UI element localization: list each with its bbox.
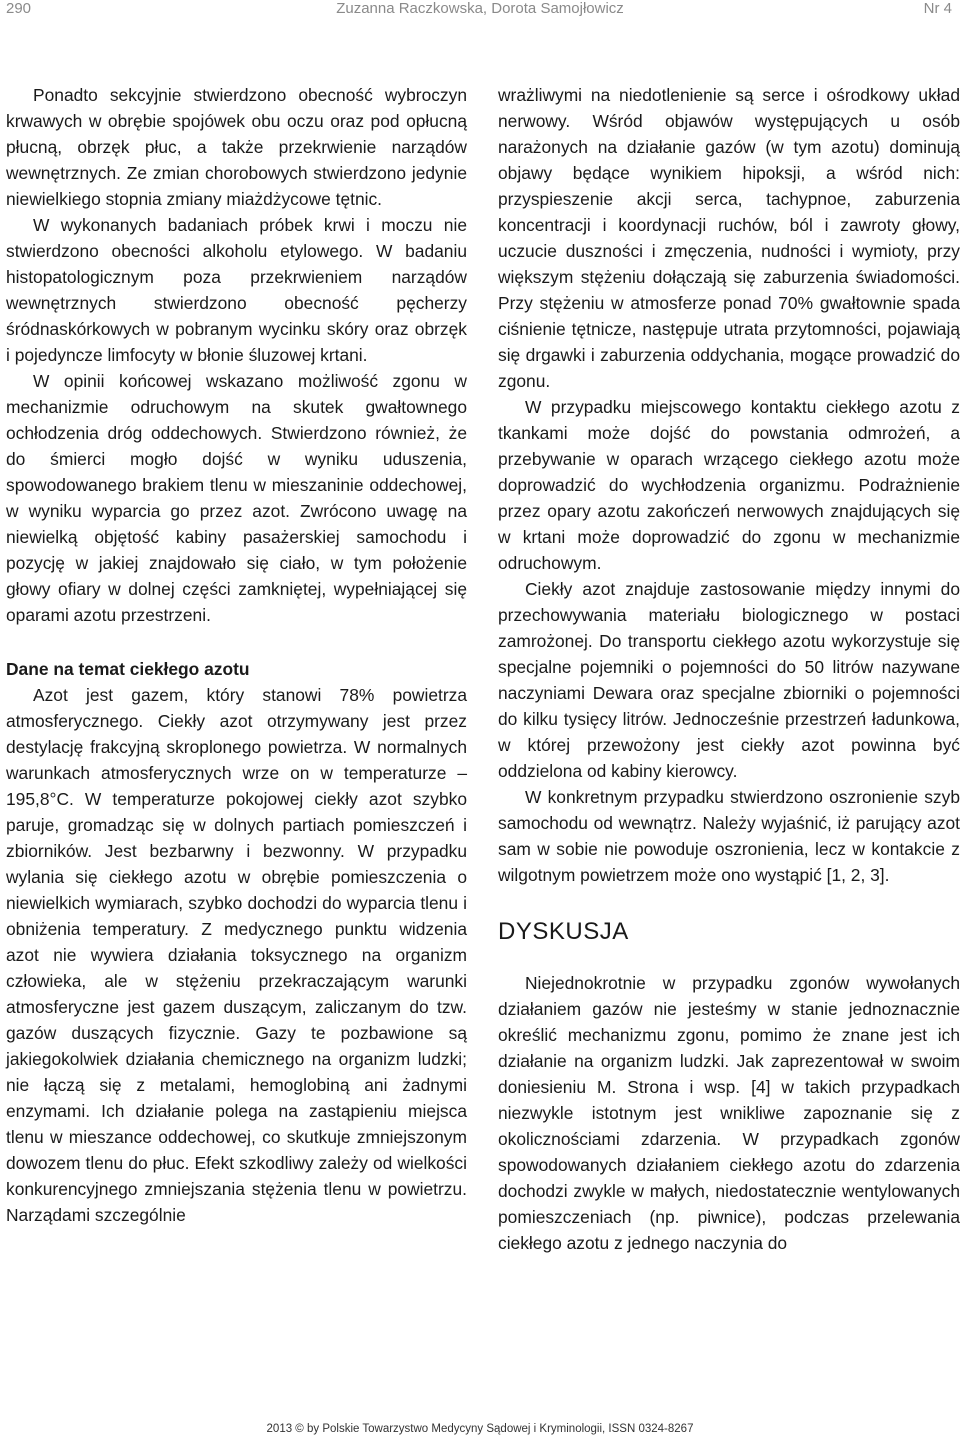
paragraph-local-contact: W przypadku miejscowego kontaktu ciekłego azotu z tkankami może dojść do powstania odmrożeń, a przebywanie w oparach wrzącego ciekłego azotu może doprowadzić do wychłodzenia organizmu. Podrażnienie przez opary azotu zakończeń nerwowych znajdujących się w krtani może doprowadzić do zgonu w mechanizmie odruchowym. [498, 397, 960, 573]
paragraph-hypoxia-symptoms: wrażliwymi na niedotlenienie są serce i ośrodkowy układ nerwowy. Wśród objawów występujących u osób narażonych na działanie gazów (w tym azotu) dominują objawy będące wynikiem hipoksji, a wśród nich: przyspieszenie akcji serca, tachypnoe, zaburzenia koncentracji i koordynacji ruchów, ból i zawroty głowy, uczucie duszności i zmęczenia, nudności i wymioty, przy większym stężeniu dołączają się zaburzenia świadomości. Przy stężeniu w atmosferze ponad 70% gwałtownie spada ciśnienie tętnicze, następuje utrata przytomności, pojawiają się drgawki i zaburzenia oddychania, mogące prowadzić do zgonu. [498, 85, 960, 391]
section-heading-discussion: DYSKUSJA [498, 918, 629, 945]
running-header [0, 0, 960, 24]
issue-number: Nr 4 [923, 0, 952, 17]
paragraph-discussion: Niejednokrotnie w przypadku zgonów wywołanych działaniem gazów nie jesteśmy w stanie jednoznacznie określić mechanizmu zgonu, pomimo że znane jest ich działanie na organizm ludzki. Jak zaprezentował w swoim doniesieniu M. Strona i wsp. [4] w takich przypadkach niezwykle istotnym jest wnikliwe zapoznanie się z okolicznościami zdarzenia. W przypadkach zgonów spowodowanych działaniem ciekłego azotu do zdarzenia dochodzi zwykle w małych, niedostatecznie wentylowanych pomieszczeniach (np. piwnice), podczas przelewania ciekłego azotu z jednego naczynia do [498, 973, 960, 1253]
copyright-footer: 2013 © by Polskie Towarzystwo Medycyny Sądowej i Kryminologii, ISSN 0324-8267 [266, 1423, 694, 1435]
paragraph-frosting: W konkretnym przypadku stwierdzono oszronienie szyb samochodu od wewnątrz. Należy wyjaśnić, iż parujący azot sam w sobie nie powoduje oszronienia, lecz w kontakcie z wilgotnym powietrzem może ono wystąpić [1, 2, 3]. [498, 787, 960, 885]
running-authors: Zuzanna Raczkowska, Dorota Samojłowicz [336, 0, 624, 17]
paragraph-applications: Ciekły azot znajduje zastosowanie między innymi do przechowywania materiału biologicznego w postaci zamrożonej. Do transportu ciekłego azotu wykorzystuje się specjalne pojemniki o pojemności do 50 litrów nazywane naczyniami Dewara oraz specjalne zbiorniki o pojemności do kilku tysięcy litrów. Jednocześnie przestrzeń ładunkowa, w której przewożony jest ciekły azot powinna być oddzielona od kabiny kierowcy. [498, 579, 960, 781]
left-column [6, 82, 467, 1228]
right-column [498, 82, 960, 1256]
paragraph-autopsy-findings: Ponadto sekcyjnie stwierdzono obecność wybroczyn krwawych w obrębie spojówek obu oczu oraz pod opłucną płucną, obrzęk płuc, a także przekrwienie narządów wewnętrznych. Ze zmian chorobowych stwierdzono jedynie niewielkiego stopnia zmiany miażdżycowe tętnic. [6, 85, 467, 209]
page-number: 290 [6, 0, 32, 17]
paragraph-final-opinion: W opinii końcowej wskazano możliwość zgonu w mechanizmie odruchowym na skutek gwałtownego ochłodzenia dróg oddechowych. Stwierdzono również, że do śmierci mogło dojść w wyniku uduszenia, spowodowanego brakiem tlenu w mieszaninie oddechowej, w wyniku wyparcia go przez azot. Zwrócono uwagę na niewielką objętość kabiny pasażerskiej samochodu i pozycję w jakiej znajdowało się ciało, w tym położenie głowy ofiary w dolnej części zamkniętej, wypełniającej się oparami azotu przestrzeni. [6, 371, 467, 625]
section-heading-nitrogen-data: Dane na temat ciekłego azotu [6, 659, 250, 679]
paragraph-lab-results: W wykonanych badaniach próbek krwi i moczu nie stwierdzono obecności alkoholu etylowego. W badaniu histopatologicznym poza przekrwieniem narządów wewnętrznych stwierdzono obecność pęcherzy śródnaskórkowych w pobranym wycinku skóry oraz obrzęk i pojedyncze limfocyty w błonie śluzowej krtani. [6, 215, 467, 365]
paragraph-nitrogen-properties: Azot jest gazem, który stanowi 78% powietrza atmosferycznego. Ciekły azot otrzymywany jest przez destylację frakcyjną skroplonego powietrza. W normalnych warunkach atmosferycznych wrze on w temperaturze –195,8°C. W temperaturze pokojowej ciekły azot szybko paruje, gromadząc się w dolnych partiach pomieszczeń i zbiorników. Jest bezbarwny i bezwonny. W przypadku wylania się ciekłego azotu w obrębie pomieszczenia o niewielkich wymiarach, szybko dochodzi do wyparcia tlenu i obniżenia temperatury. Z medycznego punktu widzenia azot nie wywiera działania toksycznego na organizm człowieka, ale w stężeniu przekraczającym warunki atmosferyczne jest gazem duszącym, zaliczanym do tzw. gazów duszących fizycznie. Gazy te pozbawione są jakiegokolwiek działania chemicznego na organizm ludzki; nie łączą się z metalami, hemoglobiną ani żadnymi enzymami. Ich działanie polega na zastąpieniu miejsca tlenu w mieszance oddechowej, co skutkuje zmniejszonym dowozem tlenu do płuc. Efekt szkodliwy zależy od wielkości konkurencyjnego zmniejszania stężenia tlenu w powietrzu. Narządami szczególnie [6, 685, 467, 1225]
